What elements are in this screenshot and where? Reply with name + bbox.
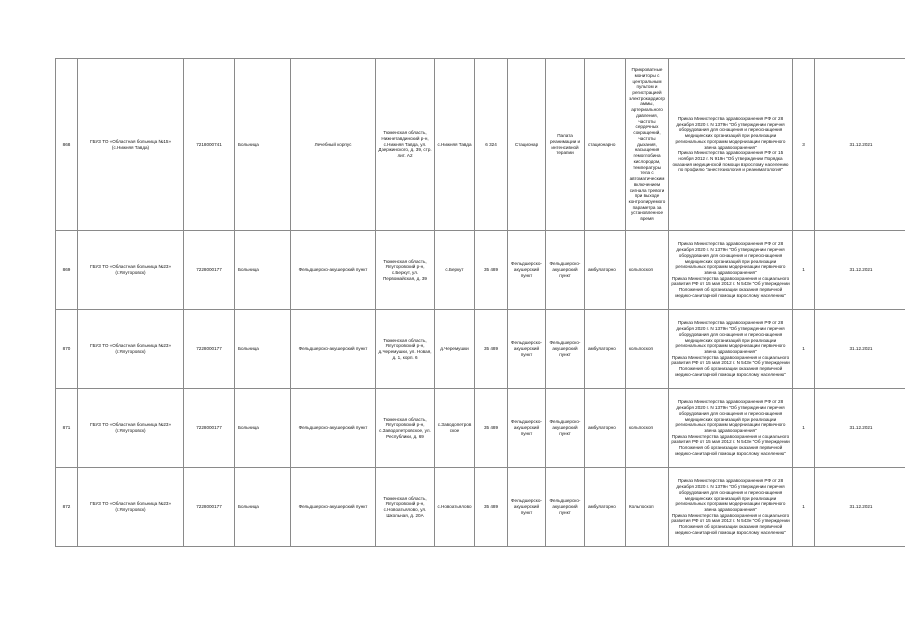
- unit-cell: Фельдшерско-акушерский пункт: [291, 231, 376, 310]
- row-number: 871: [56, 389, 78, 468]
- facility-kind-cell: Больница: [235, 59, 291, 231]
- condition-cell: амбулаторно: [585, 310, 626, 389]
- basis-text: Приказ Министерства здравоохранения РФ от 28 декабря 2020 г. N 1379н "Об утверждении перечня оборудования для оснащения и переоснащения медицинских организаций при реализации региональных программ модернизации первичного звена здравоохранения" Приказ Министерства здравоохранения и социального развития РФ от 15 мая 2012 г. N 543н "Об утверждении Положения об организации оказания первичной медико-санитарной помощи взрослому населению": [671, 241, 790, 298]
- inn-cell: 7228000177: [184, 231, 235, 310]
- row-number: 869: [56, 231, 78, 310]
- inn-cell: 7218000741: [184, 59, 235, 231]
- quantity-cell: 1: [793, 389, 815, 468]
- quantity-cell: 3: [793, 59, 815, 231]
- basis-text: Приказ Министерства здравоохранения РФ от 28 декабря 2020 г. N 1379н "Об утверждении перечня оборудования для оснащения и переоснащения медицинских организаций при реализации региональных программ модернизации первичного звена здравоохранения" Приказ Министерства здравоохранения и социального развития РФ от 15 мая 2012 г. N 543н "Об утверждении Положения об организации оказания первичной медико-санитарной помощи взрослому населению": [671, 399, 790, 456]
- care-profile-cell: Фельдшерско-акушерский пункт: [546, 468, 585, 547]
- date-cell: 31.12.2021: [815, 59, 905, 231]
- basis-text: Приказ Министерства здравоохранения РФ от 28 декабря 2020 г. N 1379н "Об утверждении перечня оборудования для оснащения и переоснащения медицинских организаций при реализации региональных программ модернизации первичного звена здравоохранения" Приказ Министерства здравоохранения РФ от 15 ноября 2012 г. N 919н "Об утверждении Порядка оказания медицинской помощи взрослому населению по профилю "анестезиология и реаниматология": [672, 115, 789, 173]
- date-cell: 31.12.2021: [815, 310, 905, 389]
- care-profile-cell: Палата реанимации и интенсивной терапии: [546, 59, 585, 231]
- care-type-cell: Стационар: [508, 59, 546, 231]
- legal-basis-cell: [669, 59, 793, 231]
- condition-cell: амбулаторно: [585, 231, 626, 310]
- equipment-cell: Прикроватные мониторы с центральным пультом и регистрацией электрокардиограммы, артериального давления, частоты сердечных сокращений, частоты дыхания, насыщения гемоглобина кислородом, температуры тела с автоматическим включением сигнала тревоги при выходе контролируемого параметра за установленное время: [626, 59, 669, 231]
- organization-cell: ГБУЗ ТО «Областная больница №23» (г.Ялуторовск): [78, 231, 184, 310]
- care-type-cell: Фельдшерско-акушерский пункт: [508, 389, 546, 468]
- condition-cell: амбулаторно: [585, 468, 626, 547]
- legal-basis-cell: [669, 231, 793, 310]
- basis-text: Приказ Министерства здравоохранения РФ от 28 декабря 2020 г. N 1379н "Об утверждении перечня оборудования для оснащения и переоснащения медицинских организаций при реализации региональных программ модернизации первичного звена здравоохранения" Приказ Министерства здравоохранения и социального развития РФ от 15 мая 2012 г. N 543н "Об утверждении Положения об организации оказания первичной медико-санитарной помощи взрослому населению": [671, 320, 790, 377]
- care-type-cell: Фельдшерско-акушерский пункт: [508, 468, 546, 547]
- inn-cell: 7228000177: [184, 389, 235, 468]
- address-cell: Тюменская область, Нижнетавдинский р-н, с.Нижняя Тавда, ул. Дзержинского, д. 39, стр. лит. А2: [376, 59, 435, 231]
- quantity-cell: 1: [793, 310, 815, 389]
- settlement-cell: с.Беркут: [435, 231, 475, 310]
- care-profile-cell: Фельдшерско-акушерский пункт: [546, 389, 585, 468]
- population-cell: 35 489: [475, 310, 508, 389]
- organization-cell: ГБУЗ ТО «Областная больница №23» (г.Ялуторовск): [78, 310, 184, 389]
- equipment-cell: кольпоскоп: [626, 389, 669, 468]
- legal-basis-cell: [669, 468, 793, 547]
- care-profile-cell: Фельдшерско-акушерский пункт: [546, 310, 585, 389]
- unit-cell: Фельдшерско-акушерский пункт: [291, 468, 376, 547]
- facility-kind-cell: Больница: [235, 468, 291, 547]
- population-cell: 35 489: [475, 231, 508, 310]
- address-cell: Тюменская область, Ялуторовский р-н, с.Заводопетровское, ул. Республики, д. 69: [376, 389, 435, 468]
- settlement-cell: с.Заводопетровское: [435, 389, 475, 468]
- inn-cell: 7228000177: [184, 468, 235, 547]
- care-type-cell: Фельдшерско-акушерский пункт: [508, 310, 546, 389]
- population-cell: 6 324: [475, 59, 508, 231]
- equipment-cell: Кольпоскоп: [626, 468, 669, 547]
- address-cell: Тюменская область, Ялуторовский р-н, с.Новоатьялово, ул. Школьная, д. 20А: [376, 468, 435, 547]
- care-profile-cell: Фельдшерско-акушерский пункт: [546, 231, 585, 310]
- table-row: [56, 468, 905, 547]
- equipment-cell: кольпоскоп: [626, 231, 669, 310]
- address-cell: Тюменская область, Ялуторовский р-н, с.Беркут, ул. Первомайская, д. 39: [376, 231, 435, 310]
- address-cell: Тюменская область, Ялуторовский р-н, д.Черемушки, ул. Новая, д. 1, корп. 6: [376, 310, 435, 389]
- legal-basis-cell: [669, 310, 793, 389]
- settlement-cell: с.Новоатьялово: [435, 468, 475, 547]
- table-row: [56, 59, 905, 231]
- legal-basis-cell: [669, 389, 793, 468]
- equipment-cell: кольпоскоп: [626, 310, 669, 389]
- population-cell: 35 489: [475, 389, 508, 468]
- unit-cell: Фельдшерско-акушерский пункт: [291, 310, 376, 389]
- quantity-cell: 1: [793, 231, 815, 310]
- table-row: [56, 231, 905, 310]
- organization-cell: ГБУЗ ТО «Областная больница №15» (с.Нижняя Тавда): [78, 59, 184, 231]
- facility-kind-cell: Больница: [235, 389, 291, 468]
- quantity-cell: 1: [793, 468, 815, 547]
- condition-cell: стационарно: [585, 59, 626, 231]
- settlement-cell: д.Черемушки: [435, 310, 475, 389]
- equipment-registry-table: [55, 58, 905, 547]
- unit-cell: Фельдшерско-акушерский пункт: [291, 389, 376, 468]
- table-row: [56, 389, 905, 468]
- facility-kind-cell: Больница: [235, 231, 291, 310]
- date-cell: 31.12.2021: [815, 468, 905, 547]
- facility-kind-cell: Больница: [235, 310, 291, 389]
- row-number: 870: [56, 310, 78, 389]
- table-row: [56, 310, 905, 389]
- settlement-cell: с.Нижняя Тавда: [435, 59, 475, 231]
- condition-cell: амбулаторно: [585, 389, 626, 468]
- care-type-cell: Фельдшерско-акушерский пункт: [508, 231, 546, 310]
- row-number: 872: [56, 468, 78, 547]
- population-cell: 35 489: [475, 468, 508, 547]
- date-cell: 31.12.2021: [815, 231, 905, 310]
- date-cell: 31.12.2021: [815, 389, 905, 468]
- basis-text: Приказ Министерства здравоохранения РФ от 28 декабря 2020 г. N 1379н "Об утверждении перечня оборудования для оснащения и переоснащения медицинских организаций при реализации региональных программ модернизации первичного звена здравоохранения" Приказ Министерства здравоохранения и социального развития РФ от 15 мая 2012 г. N 543н "Об утверждении Положения об организации оказания первичной медико-санитарной помощи взрослому населению": [671, 478, 790, 535]
- organization-cell: ГБУЗ ТО «Областная больница №23» (г.Ялуторовск): [78, 389, 184, 468]
- inn-cell: 7228000177: [184, 310, 235, 389]
- organization-cell: ГБУЗ ТО «Областная больница №23» (г.Ялуторовск): [78, 468, 184, 547]
- row-number: 868: [56, 59, 78, 231]
- unit-cell: Лечебный корпус: [291, 59, 376, 231]
